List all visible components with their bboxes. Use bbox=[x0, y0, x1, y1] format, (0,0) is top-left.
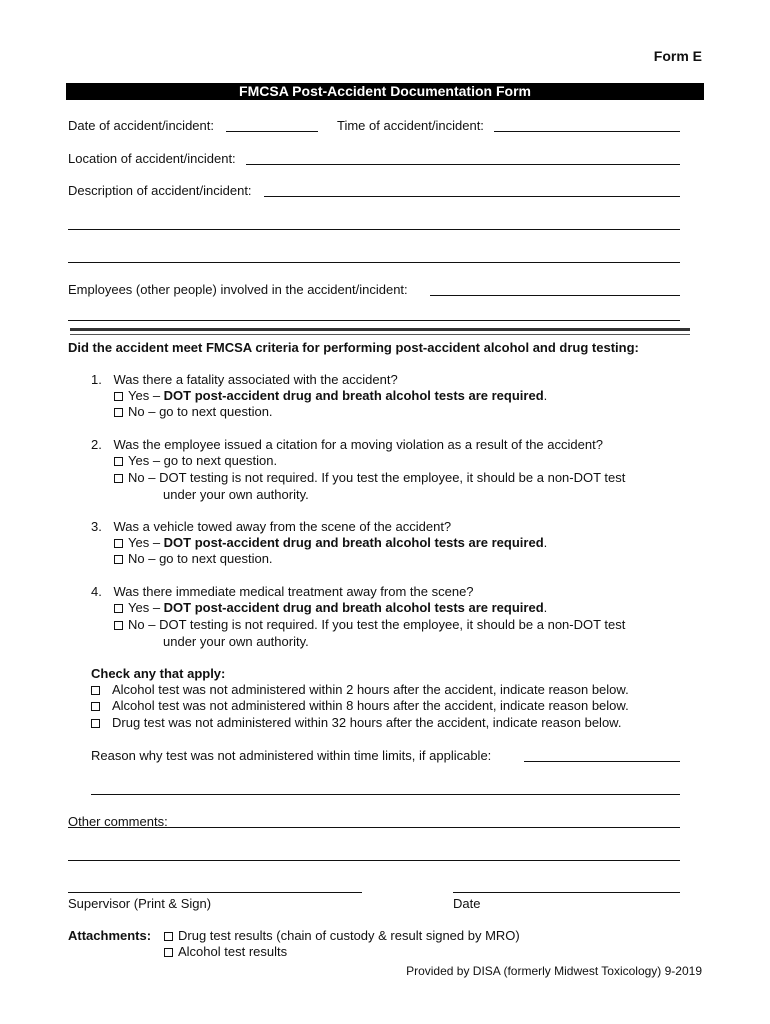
attachments-label: Attachments: bbox=[68, 928, 152, 943]
other-comments-label: Other comments: bbox=[68, 814, 168, 829]
signature-date-field[interactable] bbox=[453, 892, 680, 893]
question-3 bbox=[91, 519, 451, 534]
option-suffix: . bbox=[543, 600, 548, 615]
q4-yes-option[interactable] bbox=[114, 600, 547, 615]
option-suffix: . bbox=[543, 388, 548, 403]
date-signature-label: Date bbox=[453, 896, 481, 911]
checkbox[interactable] bbox=[164, 948, 173, 957]
check-item-3[interactable] bbox=[91, 715, 621, 730]
employees-label: Employees (other people) involved in the accident/incident: bbox=[68, 282, 408, 297]
location-label: Location of accident/incident: bbox=[68, 151, 236, 166]
criteria-heading: Did the accident meet FMCSA criteria for performing post-accident alcohol and drug testing: bbox=[68, 340, 639, 355]
reason-line-2[interactable] bbox=[91, 794, 680, 795]
check-label: Alcohol test was not administered within 8 hours after the accident, indicate reason below. bbox=[112, 698, 629, 713]
description-label: Description of accident/incident: bbox=[68, 183, 252, 198]
checkbox[interactable] bbox=[114, 457, 123, 466]
reason-label: Reason why test was not administered within time limits, if applicable: bbox=[91, 748, 492, 763]
question-2 bbox=[91, 437, 603, 452]
separator-thick bbox=[70, 328, 690, 331]
option-label: No – DOT testing is not required. If you test the employee, it should be a non-DOT test bbox=[128, 470, 626, 485]
option-suffix: . bbox=[543, 535, 548, 550]
form-label: Form E bbox=[653, 48, 702, 64]
date-field[interactable] bbox=[226, 131, 318, 132]
supervisor-label: Supervisor (Print & Sign) bbox=[68, 896, 212, 911]
location-field[interactable] bbox=[246, 164, 680, 165]
checkbox[interactable] bbox=[114, 539, 123, 548]
option-emphasis: DOT post-accident drug and breath alcohol tests are required bbox=[163, 535, 544, 550]
checkbox[interactable] bbox=[114, 555, 123, 564]
checkbox[interactable] bbox=[114, 621, 123, 630]
question-text: Was there immediate medical treatment away from the scene? bbox=[113, 584, 474, 599]
employees-line-2[interactable] bbox=[68, 320, 680, 321]
q4-no-continuation: under your own authority. bbox=[163, 634, 309, 649]
checkbox[interactable] bbox=[114, 408, 123, 417]
option-label: No – DOT testing is not required. If you test the employee, it should be a non-DOT test bbox=[128, 617, 626, 632]
question-number: 2. bbox=[91, 437, 102, 452]
question-1 bbox=[91, 372, 398, 387]
checkbox[interactable] bbox=[114, 474, 123, 483]
checkbox[interactable] bbox=[114, 604, 123, 613]
question-text: Was the employee issued a citation for a moving violation as a result of the accident? bbox=[113, 437, 603, 452]
option-emphasis: DOT post-accident drug and breath alcohol tests are required bbox=[163, 600, 544, 615]
attachment-label: Alcohol test results bbox=[178, 944, 288, 959]
time-label: Time of accident/incident: bbox=[337, 118, 484, 133]
checkbox[interactable] bbox=[114, 392, 123, 401]
q2-no-continuation: under your own authority. bbox=[163, 487, 309, 502]
attachment-label: Drug test results (chain of custody & result signed by MRO) bbox=[178, 928, 520, 943]
checkbox[interactable] bbox=[91, 702, 100, 711]
employees-field[interactable] bbox=[430, 295, 680, 296]
q3-yes-option[interactable] bbox=[114, 535, 547, 550]
separator-thin bbox=[70, 334, 690, 335]
reason-field[interactable] bbox=[524, 761, 680, 762]
q1-no-option[interactable] bbox=[114, 404, 273, 419]
question-number: 3. bbox=[91, 519, 102, 534]
q2-no-option[interactable] bbox=[114, 470, 625, 485]
check-label: Alcohol test was not administered within 2 hours after the accident, indicate reason below. bbox=[112, 682, 629, 697]
checkbox[interactable] bbox=[91, 686, 100, 695]
date-label: Date of accident/incident: bbox=[68, 118, 214, 133]
question-text: Was there a fatality associated with the accident? bbox=[113, 372, 398, 387]
form-title: FMCSA Post-Accident Documentation Form bbox=[66, 83, 704, 100]
other-comments-line-2[interactable] bbox=[68, 860, 680, 861]
option-label: Yes – bbox=[128, 388, 164, 403]
description-line-3[interactable] bbox=[68, 262, 680, 263]
question-text: Was a vehicle towed away from the scene of the accident? bbox=[113, 519, 452, 534]
q4-no-option[interactable] bbox=[114, 617, 625, 632]
option-label: No – go to next question. bbox=[128, 404, 273, 419]
q2-yes-option[interactable] bbox=[114, 453, 277, 468]
question-number: 4. bbox=[91, 584, 102, 599]
description-field[interactable] bbox=[264, 196, 680, 197]
checkbox[interactable] bbox=[91, 719, 100, 728]
attachment-drug-test[interactable] bbox=[164, 928, 520, 943]
attachment-alcohol-test[interactable] bbox=[164, 944, 287, 959]
option-label: Yes – go to next question. bbox=[128, 453, 278, 468]
question-number: 1. bbox=[91, 372, 102, 387]
check-item-1[interactable] bbox=[91, 682, 629, 697]
time-field[interactable] bbox=[494, 131, 680, 132]
footer-credit: Provided by DISA (formerly Midwest Toxicology) 9-2019 bbox=[406, 964, 702, 978]
option-label: Yes – bbox=[128, 600, 164, 615]
description-line-2[interactable] bbox=[68, 229, 680, 230]
option-label: Yes – bbox=[128, 535, 164, 550]
option-label: No – go to next question. bbox=[128, 551, 273, 566]
question-4 bbox=[91, 584, 474, 599]
option-emphasis: DOT post-accident drug and breath alcohol tests are required bbox=[163, 388, 544, 403]
q1-yes-option[interactable] bbox=[114, 388, 547, 403]
q3-no-option[interactable] bbox=[114, 551, 273, 566]
supervisor-signature-field[interactable] bbox=[68, 892, 362, 893]
check-item-2[interactable] bbox=[91, 698, 629, 713]
checkbox[interactable] bbox=[164, 932, 173, 941]
check-heading: Check any that apply: bbox=[91, 666, 226, 681]
check-label: Drug test was not administered within 32 hours after the accident, indicate reason below. bbox=[112, 715, 622, 730]
other-comments-field[interactable] bbox=[68, 827, 680, 828]
